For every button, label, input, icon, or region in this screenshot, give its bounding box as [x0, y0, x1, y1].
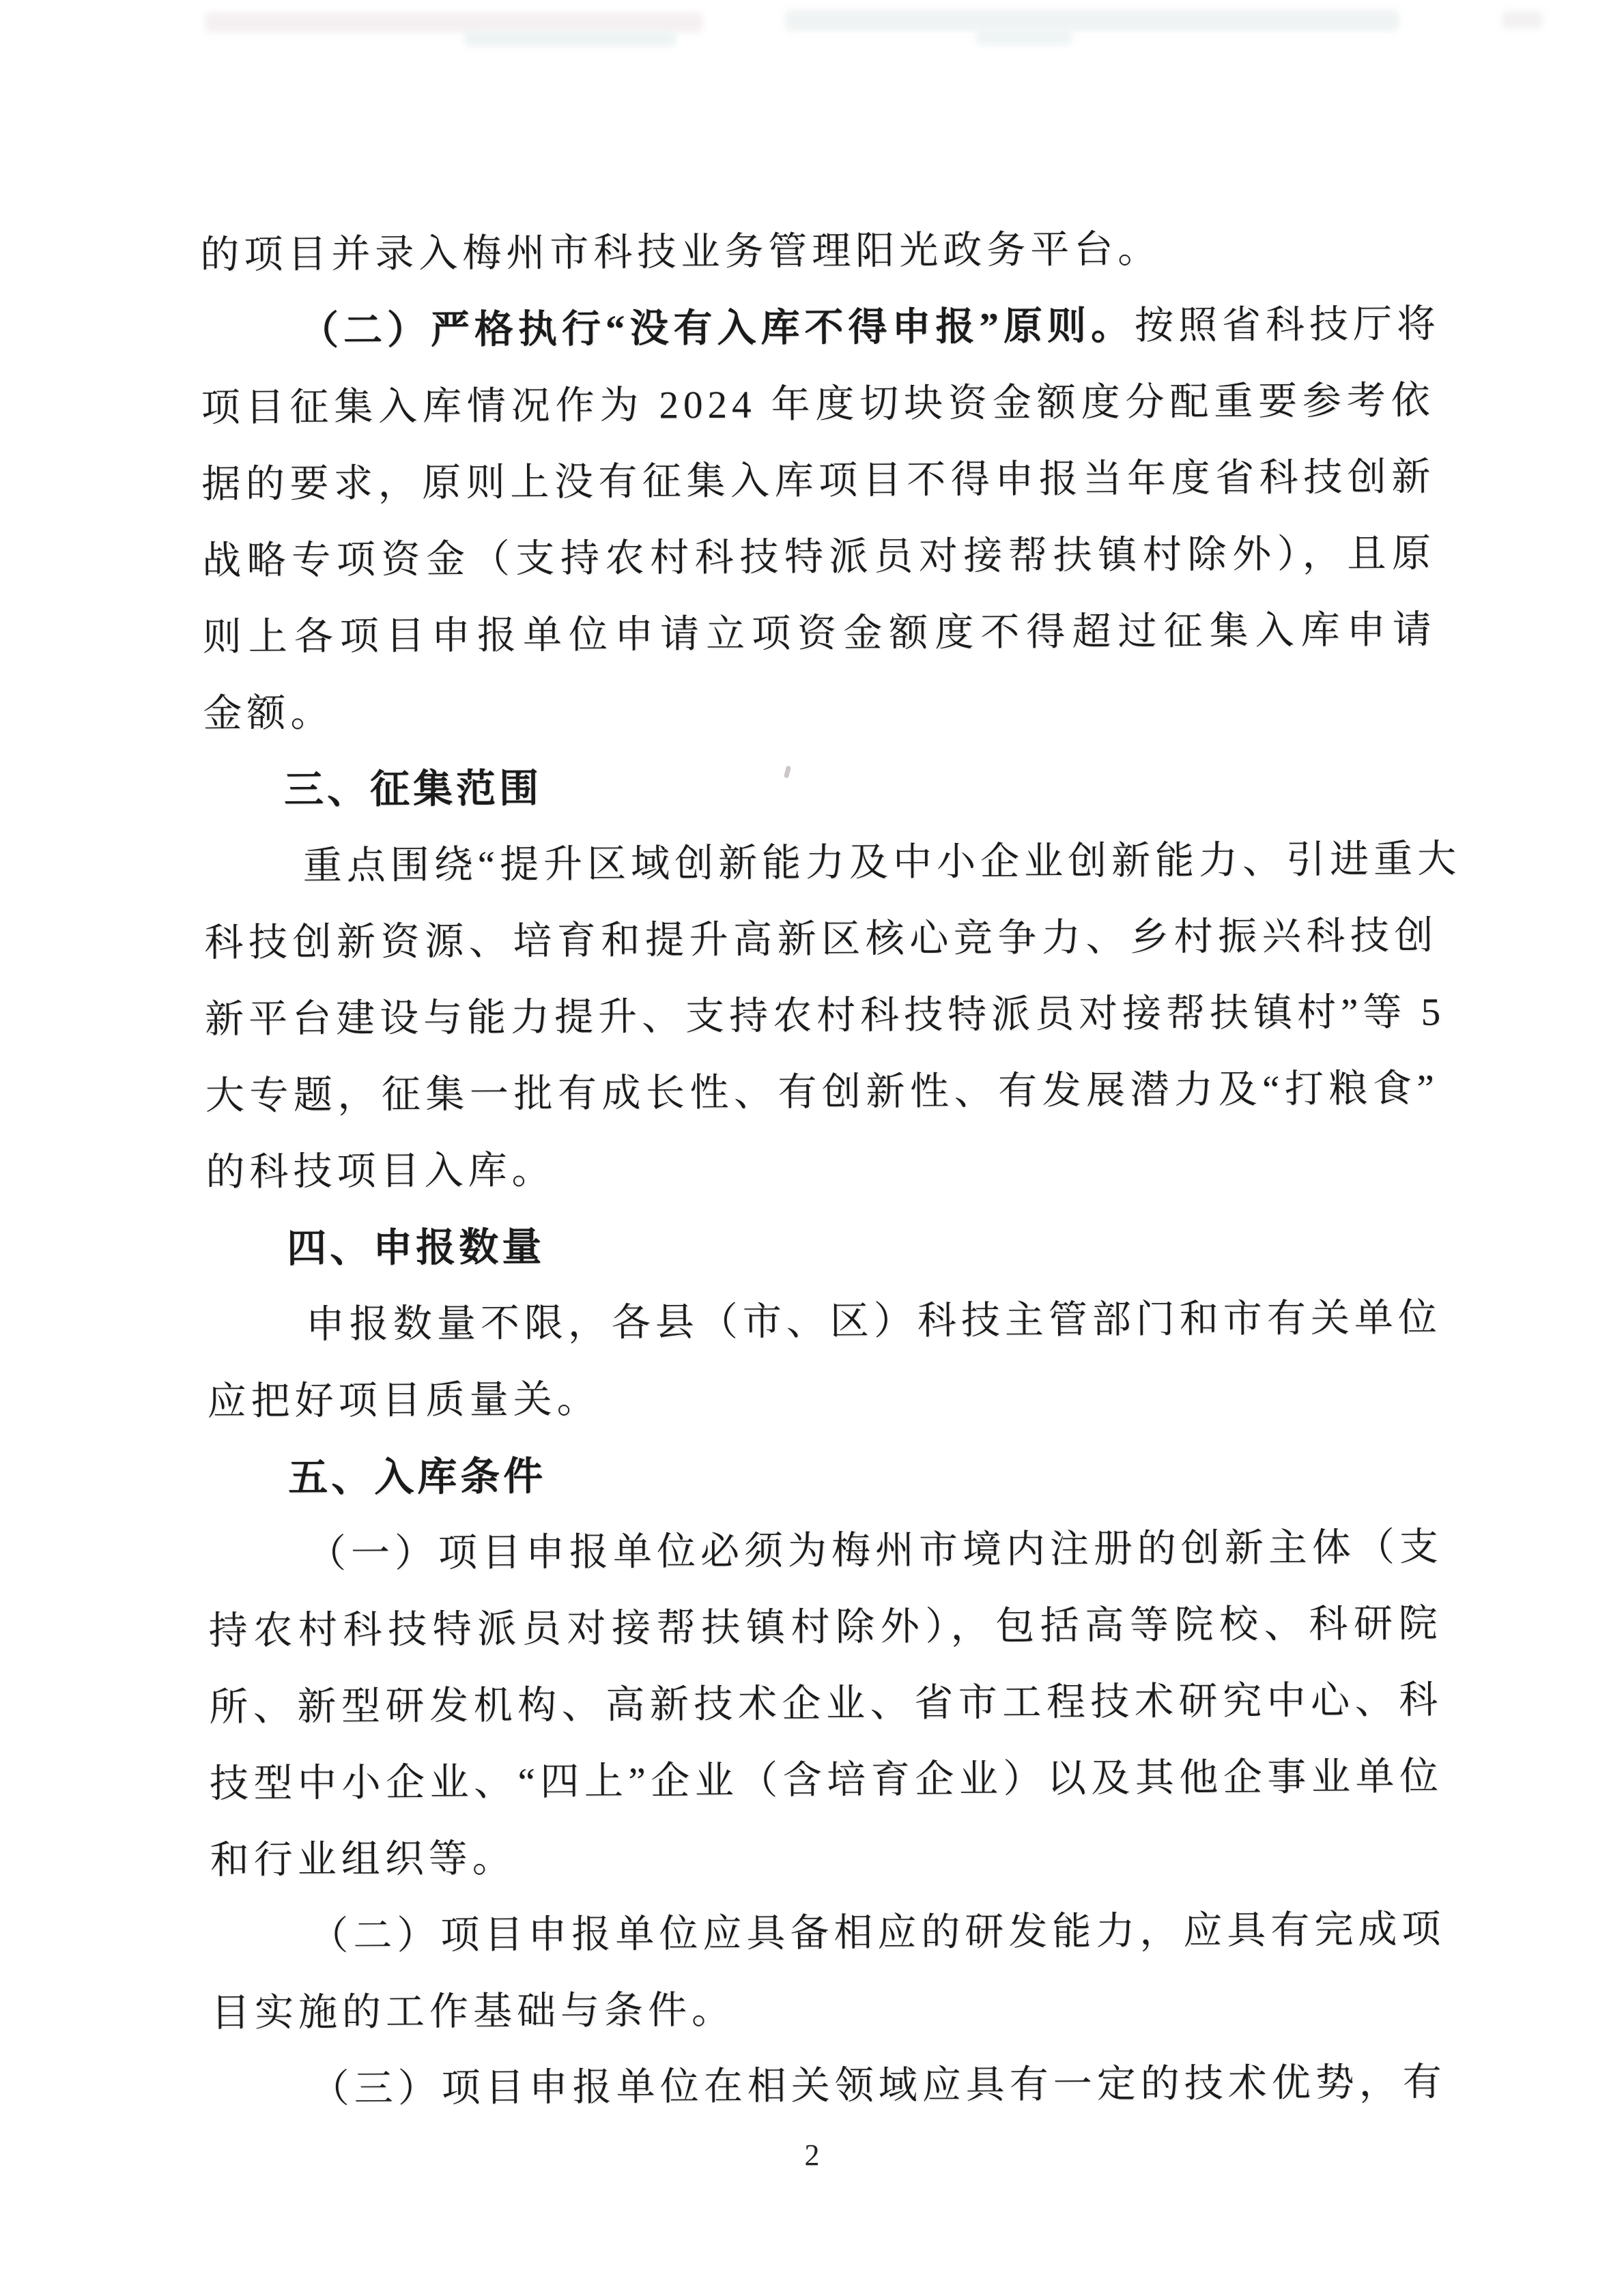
heading-text: 三、征集范围	[283, 766, 543, 812]
text-segment: 大专题，征集一批有成长性、有创新性、有发展潜力及“打粮食”	[205, 1067, 1440, 1118]
text-line	[210, 1816, 1444, 1899]
text-segment: 金额。	[203, 691, 334, 736]
section-heading	[208, 1433, 1442, 1517]
text-segment: （三）项目申报单位在相关领域应具有一定的技术优势，有	[310, 2061, 1447, 2111]
text-line	[204, 975, 1446, 1059]
page-number: 2	[804, 2138, 820, 2172]
text-line	[209, 1663, 1443, 1747]
text-line	[204, 898, 1438, 982]
text-line	[208, 1510, 1442, 1594]
document-body	[200, 210, 1462, 2129]
text-line	[211, 1968, 1445, 2052]
text-segment: 目实施的工作基础与条件。	[210, 1988, 736, 2035]
text-segment: （一）项目申报单位必须为梅州市境内注册的创新主体（支	[307, 1525, 1444, 1576]
bold-text-segment: （二）严格执行“没有入库不得申报”原则。	[299, 304, 1135, 353]
text-segment: 按照省科技厅将	[1134, 302, 1441, 348]
text-segment: 应把好项目质量关。	[207, 1378, 601, 1424]
text-segment: 重点围绕“提升区域创新能力及中小企业创新能力、引进重大	[302, 837, 1462, 888]
text-line	[202, 516, 1436, 600]
text-line	[203, 669, 1437, 753]
text-line	[202, 592, 1436, 676]
text-segment: 则上各项目申报单位申请立项资金额度不得超过征集入库申请	[202, 608, 1436, 659]
text-segment: （二）项目申报单位应具备相应的研发能力，应具有完成项	[309, 1908, 1446, 1958]
text-segment: 持农村科技特派员对接帮扶镇村除外），包括高等院校、科研院	[208, 1602, 1442, 1653]
text-segment: 战略专项资金（支持农村科技特派员对接帮扶镇村除外），且原	[201, 532, 1436, 583]
text-line	[211, 2045, 1445, 2129]
scan-smudge	[976, 30, 1072, 45]
text-line	[210, 1892, 1444, 1976]
text-line	[201, 287, 1441, 371]
text-line	[201, 440, 1436, 523]
text-segment: 新平台建设与能力提升、支持农村科技特派员对接帮扶镇村”等 5	[204, 990, 1446, 1042]
heading-text: 四、申报数量	[287, 1224, 545, 1271]
text-segment: 项目征集入库情况作为 2024 年度切块资金额度分配重要参考依	[201, 379, 1435, 430]
text-segment: 技型中小企业、“四上”企业（含培育企业）以及其他企事业单位	[209, 1755, 1444, 1806]
text-segment: 的项目并录入梅州市科技业务管理阳光政务平台。	[200, 228, 1162, 277]
section-heading	[206, 1204, 1440, 1288]
text-line	[207, 1357, 1441, 1441]
text-line	[208, 1586, 1442, 1670]
scan-smudge	[785, 10, 1399, 31]
text-line	[201, 363, 1435, 447]
text-line	[205, 1128, 1440, 1211]
scan-smudge	[464, 31, 676, 46]
scan-smudge	[1502, 11, 1543, 29]
text-segment: 科技创新资源、培育和提升高新区核心竞争力、乡村振兴科技创	[204, 914, 1438, 965]
text-segment: 申报数量不限，各县（市、区）科技主管部门和市有关单位	[305, 1296, 1442, 1347]
text-segment: 的科技项目入库。	[205, 1149, 556, 1194]
text-line	[205, 1051, 1440, 1135]
text-segment: 据的要求，原则上没有征集入库项目不得申报当年度省科技创新	[201, 455, 1436, 506]
text-line	[203, 822, 1462, 906]
text-segment: 所、新型研发机构、高新技术企业、省市工程技术研究中心、科	[209, 1678, 1443, 1730]
text-line	[210, 1739, 1444, 1823]
scan-smudge	[205, 12, 703, 33]
heading-text: 五、入库条件	[288, 1454, 547, 1500]
text-line	[200, 210, 1434, 294]
text-line	[207, 1280, 1441, 1364]
text-segment: 和行业组织等。	[210, 1837, 516, 1882]
section-heading	[203, 745, 1438, 829]
